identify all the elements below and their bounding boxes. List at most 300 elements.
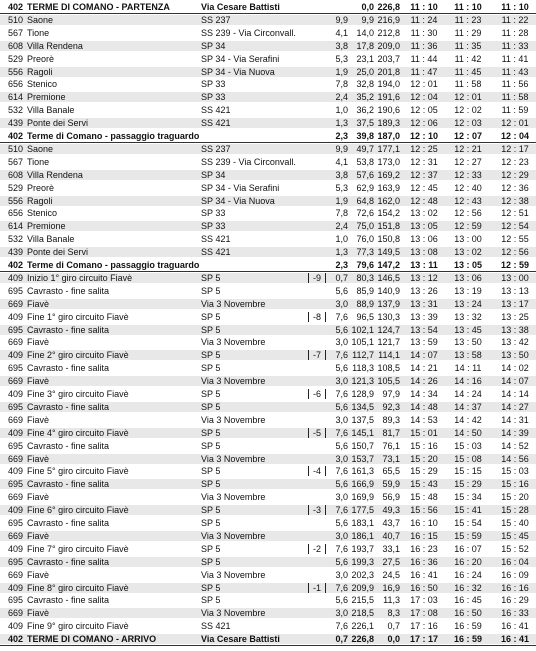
location-cell: Fine 3° giro circuito Fiavè [27, 389, 129, 399]
time-medium-cell: 14 : 16 [454, 376, 482, 387]
road-cell: SS 421 [201, 118, 231, 129]
location-cell: Terme di Comano - passaggio traguardo [27, 260, 199, 270]
time-fast-cell: 15 : 01 [410, 427, 438, 438]
time-medium-cell: 13 : 19 [454, 285, 482, 296]
location-cell: Ragoli [27, 195, 53, 206]
altitude-cell: 409 [7, 350, 23, 361]
progressive-km-cell: 96,5 [356, 311, 374, 322]
progressive-km-cell: 53,8 [356, 156, 374, 167]
altitude-cell: 669 [7, 337, 23, 348]
time-medium-cell: 12 : 40 [454, 182, 482, 193]
altitude-cell: 409 [7, 389, 23, 399]
time-medium-cell: 11 : 29 [454, 27, 482, 38]
altitude-cell: 402 [7, 634, 23, 645]
road-cell: SP 34 - Via Serafini [201, 53, 280, 64]
time-fast-cell: 13 : 26 [410, 285, 438, 296]
location-cell: Stenico [27, 208, 58, 219]
remaining-km-cell: 194,0 [377, 79, 400, 90]
progressive-km-cell: 193,7 [351, 543, 374, 554]
time-medium-cell: 16 : 45 [454, 595, 482, 606]
progressive-km-cell: 112,7 [352, 350, 374, 361]
time-fast-cell: 13 : 12 [410, 272, 438, 283]
partial-km-cell: 3,0 [335, 530, 348, 541]
time-fast-cell: 12 : 31 [410, 156, 438, 167]
road-cell: SS 421 [201, 234, 231, 245]
partial-km-cell: 5,3 [335, 53, 348, 64]
time-fast-cell: 14 : 21 [410, 363, 438, 374]
road-cell: SP 5 [201, 311, 221, 322]
partial-km-cell: 2,4 [335, 221, 348, 232]
time-medium-cell: 15 : 54 [454, 518, 482, 528]
timetable-row [0, 363, 536, 373]
time-slow-cell: 14 : 27 [501, 401, 529, 412]
time-fast-cell: 15 : 16 [410, 440, 438, 451]
altitude-cell: 402 [7, 260, 23, 270]
partial-km-cell: 5,6 [335, 440, 348, 451]
time-medium-cell: 12 : 07 [453, 131, 483, 141]
time-fast-cell: 16 : 23 [410, 543, 438, 554]
timetable-row [0, 221, 536, 231]
time-slow-cell: 15 : 52 [501, 543, 529, 554]
location-cell: Fiavè [27, 530, 50, 541]
time-medium-cell: 13 : 24 [454, 298, 482, 309]
remaining-km-cell: 201,8 [377, 66, 400, 77]
time-fast-cell: 13 : 06 [410, 234, 438, 245]
timetable-row [0, 505, 536, 515]
timetable-row [0, 2, 536, 12]
progressive-km-cell: 14,0 [356, 27, 374, 38]
timetable-row [0, 144, 536, 154]
time-slow-cell: 12 : 54 [501, 221, 529, 232]
climb-marker-cell: -4 [308, 466, 326, 476]
time-medium-cell: 11 : 58 [454, 79, 482, 90]
location-cell: Cavrasto - fine salita [27, 363, 110, 374]
time-slow-cell: 13 : 13 [501, 285, 529, 296]
time-fast-cell: 12 : 45 [410, 182, 438, 193]
time-slow-cell: 14 : 07 [501, 376, 529, 387]
altitude-cell: 656 [7, 79, 23, 90]
road-cell: SS 421 [201, 621, 231, 632]
time-slow-cell: 16 : 41 [500, 634, 530, 645]
altitude-cell: 402 [7, 2, 23, 12]
time-fast-cell: 13 : 31 [410, 298, 438, 309]
time-fast-cell: 16 : 50 [410, 582, 438, 593]
remaining-km-cell: 140,9 [377, 285, 400, 296]
partial-km-cell: 1,3 [335, 247, 348, 258]
time-slow-cell: 11 : 33 [501, 40, 529, 51]
progressive-km-cell: 25,0 [356, 66, 374, 77]
timetable-row [0, 325, 536, 335]
partial-km-cell: 3,0 [335, 569, 348, 580]
timetable-row [0, 608, 536, 618]
remaining-km-cell: 191,6 [377, 92, 400, 103]
timetable-row [0, 247, 536, 257]
time-slow-cell: 14 : 56 [501, 453, 529, 464]
remaining-km-cell: 124,7 [377, 324, 400, 335]
remaining-km-cell: 49,3 [382, 505, 400, 516]
timetable-row [0, 350, 536, 360]
time-fast-cell: 12 : 04 [410, 92, 438, 103]
road-cell: SP 34 - Via Serafini [201, 182, 280, 193]
time-medium-cell: 12 : 33 [454, 169, 482, 180]
timetable-row [0, 67, 536, 77]
partial-km-cell: 7,6 [335, 582, 348, 593]
time-fast-cell: 11 : 36 [410, 40, 438, 51]
altitude-cell: 669 [7, 414, 23, 425]
partial-km-cell: 3,0 [335, 298, 348, 309]
time-fast-cell: 11 : 24 [410, 14, 438, 25]
location-cell: Cavrasto - fine salita [27, 401, 110, 412]
time-medium-cell: 12 : 59 [454, 221, 482, 232]
time-fast-cell: 12 : 05 [410, 105, 438, 116]
time-slow-cell: 11 : 28 [501, 27, 529, 38]
timetable-row [0, 54, 536, 64]
timetable-row [0, 299, 536, 309]
time-fast-cell: 13 : 08 [410, 247, 438, 258]
partial-km-cell: 5,6 [335, 285, 348, 296]
time-slow-cell: 13 : 42 [501, 337, 529, 348]
location-cell: Ponte dei Servi [27, 247, 89, 258]
time-slow-cell: 14 : 14 [501, 389, 529, 399]
climb-marker-cell: -8 [308, 312, 326, 322]
time-slow-cell: 13 : 50 [501, 350, 529, 361]
altitude-cell: 669 [7, 608, 23, 619]
progressive-km-cell: 57,6 [356, 169, 374, 180]
time-slow-cell: 13 : 25 [501, 311, 529, 322]
timetable-row [0, 544, 536, 554]
time-fast-cell: 16 : 36 [410, 556, 438, 567]
time-fast-cell: 15 : 20 [410, 453, 438, 464]
time-fast-cell: 14 : 07 [410, 350, 438, 361]
time-fast-cell: 14 : 26 [410, 376, 438, 387]
location-cell: Ragoli [27, 66, 53, 77]
road-cell: SP 34 [201, 40, 226, 51]
road-cell: Via 3 Novembre [201, 337, 266, 348]
time-fast-cell: 17 : 17 [409, 634, 439, 645]
progressive-km-cell: 102,1 [351, 324, 374, 335]
progressive-km-cell: 62,9 [356, 182, 374, 193]
remaining-km-cell: 154,2 [377, 208, 400, 219]
time-slow-cell: 13 : 00 [501, 272, 529, 283]
progressive-km-cell: 35,2 [356, 92, 374, 103]
road-cell: SP 5 [201, 479, 221, 490]
location-cell: Tione [27, 156, 50, 167]
remaining-km-cell: 189,3 [377, 118, 400, 129]
time-fast-cell: 13 : 59 [410, 337, 438, 348]
altitude-cell: 695 [7, 479, 23, 490]
location-cell: Fiavè [27, 608, 50, 619]
timetable-row [0, 531, 536, 541]
road-cell: SP 33 [201, 92, 226, 103]
location-cell: Villa Banale [27, 234, 75, 245]
road-cell: SP 34 [201, 169, 226, 180]
time-fast-cell: 16 : 41 [410, 569, 438, 580]
partial-km-cell: 3,0 [335, 376, 348, 387]
timetable-row [0, 441, 536, 451]
time-medium-cell: 12 : 43 [454, 195, 482, 206]
timetable-row [0, 286, 536, 296]
remaining-km-cell: 203,7 [377, 53, 400, 64]
time-fast-cell: 11 : 44 [410, 53, 438, 64]
timetable-row [0, 428, 536, 438]
time-fast-cell: 14 : 48 [410, 401, 438, 412]
altitude-cell: 669 [7, 569, 23, 580]
altitude-cell: 439 [7, 118, 23, 129]
remaining-km-cell: 40,7 [382, 530, 400, 541]
altitude-cell: 614 [7, 92, 23, 103]
partial-km-cell: 0,7 [335, 272, 348, 283]
time-fast-cell: 13 : 05 [410, 221, 438, 232]
time-fast-cell: 12 : 01 [410, 79, 438, 90]
location-cell: Saone [27, 14, 54, 25]
timetable-row [0, 557, 536, 567]
remaining-km-cell: 209,0 [377, 40, 400, 51]
time-medium-cell: 15 : 03 [454, 440, 482, 451]
road-cell: Via 3 Novembre [201, 376, 266, 387]
partial-km-cell: 7,6 [335, 389, 348, 399]
remaining-km-cell: 121,7 [377, 337, 400, 348]
partial-km-cell: 4,1 [335, 156, 348, 167]
partial-km-cell: 0,7 [335, 634, 348, 645]
climb-marker-cell: -9 [308, 273, 326, 283]
altitude-cell: 556 [7, 66, 23, 77]
altitude-cell: 529 [7, 182, 23, 193]
altitude-cell: 409 [7, 311, 23, 322]
time-fast-cell: 13 : 39 [410, 311, 438, 322]
time-medium-cell: 14 : 42 [454, 414, 482, 425]
remaining-km-cell: 56,9 [382, 492, 400, 503]
remaining-km-cell: 150,8 [377, 234, 400, 245]
progressive-km-cell: 226,8 [351, 634, 374, 645]
climb-marker-cell: -5 [308, 428, 326, 438]
remaining-km-cell: 187,0 [377, 131, 400, 141]
timetable-row [0, 570, 536, 580]
partial-km-cell: 2,3 [335, 131, 348, 141]
road-cell: SP 5 [201, 350, 221, 361]
timetable-row [0, 208, 536, 218]
partial-km-cell: 5,3 [335, 182, 348, 193]
partial-km-cell: 7,6 [335, 505, 348, 516]
road-cell: SP 33 [201, 79, 226, 90]
remaining-km-cell: 212,8 [377, 27, 400, 38]
timetable-row [0, 183, 536, 193]
location-cell: Terme di Comano - passaggio traguardo [27, 131, 199, 141]
time-fast-cell: 12 : 06 [410, 118, 438, 129]
road-cell: SP 5 [201, 363, 221, 374]
road-cell: SP 33 [201, 221, 226, 232]
location-cell: Villa Rendena [27, 40, 83, 51]
location-cell: Cavrasto - fine salita [27, 595, 110, 606]
altitude-cell: 409 [7, 621, 23, 632]
road-cell: SP 5 [201, 505, 221, 516]
time-medium-cell: 16 : 20 [454, 556, 482, 567]
timetable-row [0, 105, 536, 115]
partial-km-cell: 7,8 [335, 79, 348, 90]
timetable-row [0, 595, 536, 605]
time-slow-cell: 11 : 10 [501, 2, 529, 12]
time-slow-cell: 13 : 17 [501, 298, 529, 309]
progressive-km-cell: 134,5 [351, 401, 374, 412]
remaining-km-cell: 130,3 [377, 311, 400, 322]
time-fast-cell: 12 : 25 [410, 143, 438, 154]
time-medium-cell: 11 : 35 [454, 40, 482, 51]
timetable-row [0, 196, 536, 206]
partial-km-cell: 1,0 [335, 105, 348, 116]
progressive-km-cell: 37,5 [356, 118, 374, 129]
time-medium-cell: 15 : 59 [454, 530, 482, 541]
time-slow-cell: 14 : 52 [501, 440, 529, 451]
partial-km-cell: 1,3 [335, 118, 348, 129]
road-cell: SP 5 [201, 427, 221, 438]
time-fast-cell: 11 : 30 [410, 27, 438, 38]
road-cell: SS 237 [201, 14, 231, 25]
timetable-row [0, 28, 536, 38]
time-slow-cell: 14 : 02 [501, 363, 529, 374]
location-cell: Villa Banale [27, 105, 75, 116]
time-medium-cell: 16 : 59 [454, 621, 482, 632]
remaining-km-cell: 114,1 [378, 350, 400, 361]
timetable-row [0, 402, 536, 412]
timetable-row [0, 41, 536, 51]
altitude-cell: 695 [7, 285, 23, 296]
time-fast-cell: 14 : 53 [410, 414, 438, 425]
time-fast-cell: 17 : 16 [410, 621, 438, 632]
road-cell: Via 3 Novembre [201, 569, 266, 580]
location-cell: Fine 9° giro circuito Fiavè [27, 621, 129, 632]
time-fast-cell: 11 : 10 [410, 2, 438, 12]
timetable-row [0, 479, 536, 489]
altitude-cell: 532 [7, 105, 23, 116]
road-cell: SP 5 [201, 595, 221, 606]
time-slow-cell: 12 : 23 [501, 156, 529, 167]
time-medium-cell: 13 : 50 [454, 337, 482, 348]
time-slow-cell: 15 : 28 [501, 505, 529, 516]
remaining-km-cell: 8,3 [387, 608, 400, 619]
altitude-cell: 669 [7, 298, 23, 309]
progressive-km-cell: 218,5 [351, 608, 374, 619]
time-slow-cell: 14 : 31 [501, 414, 529, 425]
time-slow-cell: 16 : 16 [501, 582, 529, 593]
time-medium-cell: 15 : 29 [454, 479, 482, 490]
progressive-km-cell: 161,3 [351, 466, 374, 477]
time-slow-cell: 12 : 29 [501, 169, 529, 180]
location-cell: Preorè [27, 53, 55, 64]
progressive-km-cell: 209,9 [351, 582, 374, 593]
partial-km-cell: 1,9 [335, 195, 348, 206]
progressive-km-cell: 23,1 [356, 53, 374, 64]
time-slow-cell: 15 : 03 [501, 466, 529, 477]
road-cell: SP 5 [201, 518, 221, 528]
time-slow-cell: 16 : 29 [501, 595, 529, 606]
road-cell: SP 33 [201, 208, 226, 219]
altitude-cell: 669 [7, 530, 23, 541]
location-cell: Fiavè [27, 492, 50, 503]
time-slow-cell: 12 : 38 [501, 195, 529, 206]
timetable-row [0, 118, 536, 128]
time-slow-cell: 15 : 16 [501, 479, 529, 490]
time-medium-cell: 11 : 10 [454, 2, 482, 12]
time-fast-cell: 13 : 54 [410, 324, 438, 335]
climb-marker-cell: -3 [308, 505, 326, 515]
altitude-cell: 402 [7, 131, 23, 141]
altitude-cell: 695 [7, 401, 23, 412]
partial-km-cell: 7,6 [335, 621, 348, 632]
timetable-row [0, 466, 536, 476]
time-medium-cell: 11 : 42 [454, 53, 482, 64]
time-slow-cell: 16 : 41 [501, 621, 529, 632]
time-slow-cell: 11 : 43 [501, 66, 529, 77]
time-fast-cell: 13 : 11 [410, 260, 438, 270]
road-cell: Via 3 Novembre [201, 492, 266, 503]
time-fast-cell: 17 : 08 [410, 608, 438, 619]
location-cell: Fine 5° giro circuito Fiavè [27, 466, 129, 477]
progressive-km-cell: 186,1 [351, 530, 374, 541]
timetable-row [0, 170, 536, 180]
progressive-km-cell: 166,9 [351, 479, 374, 490]
timetable-row [0, 234, 536, 244]
time-medium-cell: 12 : 21 [454, 143, 482, 154]
altitude-cell: 567 [7, 27, 23, 38]
time-medium-cell: 12 : 02 [454, 105, 482, 116]
location-cell: Cavrasto - fine salita [27, 479, 110, 490]
location-cell: Fine 7° giro circuito Fiavè [27, 543, 129, 554]
time-medium-cell: 15 : 34 [454, 492, 482, 503]
altitude-cell: 608 [7, 40, 23, 51]
location-cell: Ponte dei Servi [27, 118, 89, 129]
road-cell: SS 237 [201, 143, 231, 154]
remaining-km-cell: 146,5 [377, 272, 400, 283]
time-medium-cell: 14 : 50 [454, 427, 482, 438]
altitude-cell: 510 [7, 143, 23, 154]
progressive-km-cell: 226,1 [351, 621, 374, 632]
progressive-km-cell: 64,8 [356, 195, 374, 206]
time-fast-cell: 12 : 37 [410, 169, 438, 180]
progressive-km-cell: 79,6 [356, 260, 374, 270]
location-cell: Fiavè [27, 298, 50, 309]
partial-km-cell: 9,9 [335, 143, 348, 154]
progressive-km-cell: 72,6 [356, 208, 374, 219]
altitude-cell: 409 [7, 466, 23, 477]
row-separator [0, 142, 536, 143]
partial-km-cell: 3,0 [335, 492, 348, 503]
partial-km-cell: 5,6 [335, 324, 348, 335]
location-cell: Premione [27, 92, 66, 103]
time-fast-cell: 14 : 34 [410, 389, 438, 399]
road-cell: SS 421 [201, 247, 231, 258]
time-fast-cell: 12 : 10 [409, 131, 439, 141]
time-fast-cell: 17 : 03 [410, 595, 438, 606]
time-slow-cell: 12 : 59 [500, 260, 530, 270]
progressive-km-cell: 17,8 [356, 40, 374, 51]
altitude-cell: 439 [7, 247, 23, 258]
progressive-km-cell: 169,9 [351, 492, 374, 503]
partial-km-cell: 7,6 [335, 350, 348, 361]
time-slow-cell: 12 : 51 [501, 208, 529, 219]
progressive-km-cell: 32,8 [356, 79, 374, 90]
climb-marker-cell: -6 [308, 389, 326, 399]
road-cell: SS 421 [201, 105, 231, 116]
time-slow-cell: 12 : 01 [501, 118, 529, 129]
road-cell: SP 5 [201, 401, 221, 412]
timetable-row [0, 157, 536, 167]
altitude-cell: 695 [7, 363, 23, 374]
time-fast-cell: 15 : 48 [410, 492, 438, 503]
time-medium-cell: 12 : 01 [454, 92, 482, 103]
time-medium-cell: 15 : 08 [454, 453, 482, 464]
location-cell: Fine 1° giro circuito Fiavè [27, 311, 129, 322]
climb-marker-cell: -7 [308, 350, 326, 360]
timetable-row [0, 389, 536, 399]
